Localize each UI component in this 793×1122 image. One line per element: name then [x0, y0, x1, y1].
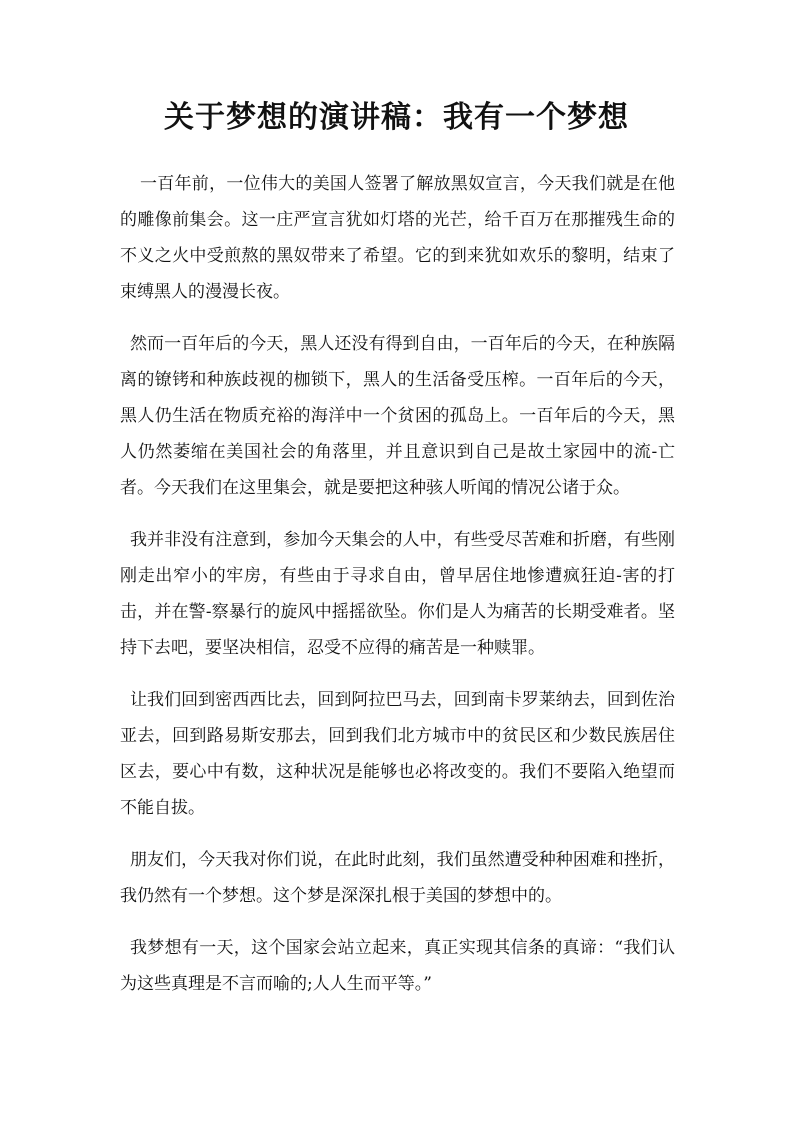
document-title: 关于梦想的演讲稿：我有一个梦想: [164, 100, 629, 135]
paragraph-5: 朋友们，今天我对你们说，在此时此刻，我们虽然遭受种种困难和挫折，我仍然有一个梦想。这个梦是深深扎根于美国的梦想中的。: [120, 850, 675, 906]
paragraph-1: 一百年前，一位伟大的美国人签署了解放黑奴宣言，今天我们就是在他的雕像前集会。这一庄严宣言犹如灯塔的光芒，给千百万在那摧残生命的不义之火中受煎熬的黑奴带来了希望。它的到来犹如欢乐的黎明，结束了束缚黑人的漫漫长夜。: [120, 174, 675, 302]
paragraph-3: 我并非没有注意到，参加今天集会的人中，有些受尽苦难和折磨，有些刚刚走出窄小的牢房，有些由于寻求自由，曾早居住地惨遭疯狂迫-害的打击，并在警-察暴行的旋风中摇摇欲坠。你们是人为痛苦的长期受难者。坚持下去吧，要坚决相信，忍受不应得的痛苦是一种赎罪。: [120, 530, 675, 658]
paragraph-4: 让我们回到密西西比去，回到阿拉巴马去，回到南卡罗莱纳去，回到佐治亚去，回到路易斯安那去，回到我们北方城市中的贫民区和少数民族居住区去，要心中有数，这种状况是能够也必将改变的。我们不要陷入绝望而不能自拔。: [120, 690, 675, 818]
paragraph-6: 我梦想有一天，这个国家会站立起来，真正实现其信条的真谛：“我们认为这些真理是不言而喻的;人人生而平等。”: [120, 938, 675, 994]
document-body: [120, 166, 675, 1018]
paragraph-2: 然而一百年后的今天，黑人还没有得到自由，一百年后的今天，在种族隔离的镣铐和种族歧视的枷锁下，黑人的生活备受压榨。一百年后的今天，黑人仍生活在物质充裕的海洋中一个贫困的孤岛上。一百年后的今天，黑人仍然萎缩在美国社会的角落里，并且意识到自己是故土家园中的流-亡者。今天我们在这里集会，就是要把这种骇人听闻的情况公诸于众。: [120, 334, 675, 498]
